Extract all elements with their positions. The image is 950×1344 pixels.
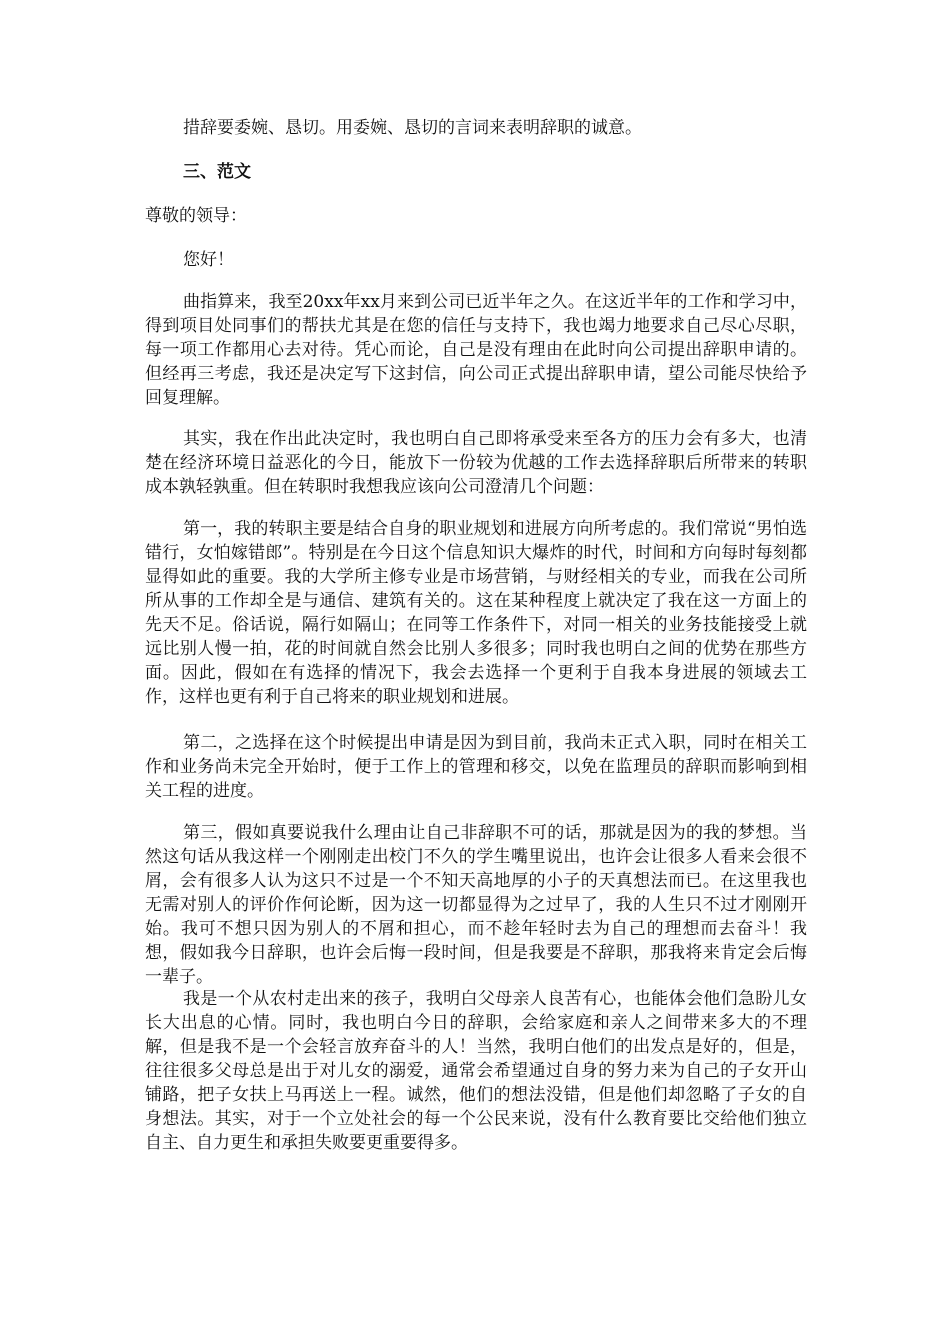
intro-line: 措辞要委婉、恳切。用委婉、恳切的言词来表明辞职的诚意。 [183, 118, 642, 138]
body-paragraph: 我是一个从农村走出来的孩子，我明白父母亲人良苦有心，也能体会他们急盼儿女长大出息的心情。同时，我也明白今日的辞职，会给家庭和亲人之间带来多大的不理解，但是我不是一个会轻言放弃奋斗的人！当然，我明白他们的出发点是好的，但是，往往很多父母总是出于对儿女的溺爱，通常会希望通过自身的努力来为自己的子女开山铺路，把子女扶上马再送上一程。诚然，他们的想法没错，但是他们却忽略了子女的自身想法。其实，对于一个立处社会的每一个公民来说，没有什么教育要比交给他们独立自主、自力更生和承担失败要更重要得多。 [145, 989, 807, 1153]
greeting: 您好！ [183, 250, 234, 270]
body-paragraph: 第三，假如真要说我什么理由让自己非辞职不可的话，那就是因为的我的梦想。当然这句话从我这样一个刚刚走出校门不久的学生嘴里说出，也许会让很多人看来会很不屑，会有很多人认为这只不过是一个不知天高地厚的小子的天真想法而已。在这里我也无需对别人的评价作何论断，因为这一切都显得为之过早了，我的人生只不过才刚刚开始。我可不想只因为别人的不屑和担心，而不趁年轻时去为自己的理想而去奋斗！我想，假如我今日辞职，也许会后悔一段时间，但是我要是不辞职，那我将来肯定会后悔一辈子。 [145, 823, 807, 987]
body-paragraph: 第一，我的转职主要是结合自身的职业规划和进展方向所考虑的。我们常说“男怕选错行，女怕嫁错郎”。特别是在今日这个信息知识大爆炸的时代，时间和方向每时每刻都显得如此的重要。我的大学所主修专业是市场营销，与财经相关的专业，而我在公司所所从事的工作却全是与通信、建筑有关的。这在某种程度上就决定了我在这一方面上的先天不足。俗话说，隔行如隔山；在同等工作条件下，对同一相关的业务技能接受上就远比别人慢一拍，花的时间就自然会比别人多很多；同时我也明白之间的优势在那些方面。因此，假如在有选择的情况下，我会去选择一个更利于自我本身进展的领域去工作，这样也更有利于自己将来的职业规划和进展。 [145, 519, 807, 707]
salutation: 尊敬的领导： [145, 206, 247, 226]
section-heading: 三、范文 [183, 162, 251, 182]
body-paragraph: 曲指算来，我至20xx年xx月来到公司已近半年之久。在这近半年的工作和学习中，得到项目处同事们的帮扶尤其是在您的信任与支持下，我也竭力地要求自己尽心尽职，每一项工作都用心去对待。凭心而论，自己是没有理由在此时向公司提出辞职申请的。但经再三考虑，我还是决定写下这封信，向公司正式提出辞职申请，望公司能尽快给予回复理解。 [145, 292, 807, 408]
body-paragraph: 其实，我在作出此决定时，我也明白自己即将承受来至各方的压力会有多大，也清楚在经济环境日益恶化的今日，能放下一份较为优越的工作去选择辞职后所带来的转职成本孰轻孰重。但在转职时我想我应该向公司澄清几个问题： [145, 429, 807, 497]
body-paragraph: 第二，之选择在这个时候提出申请是因为到目前，我尚未正式入职，同时在相关工作和业务尚未完全开始时，便于工作上的管理和移交，以免在监理员的辞职而影响到相关工程的进度。 [145, 733, 807, 801]
